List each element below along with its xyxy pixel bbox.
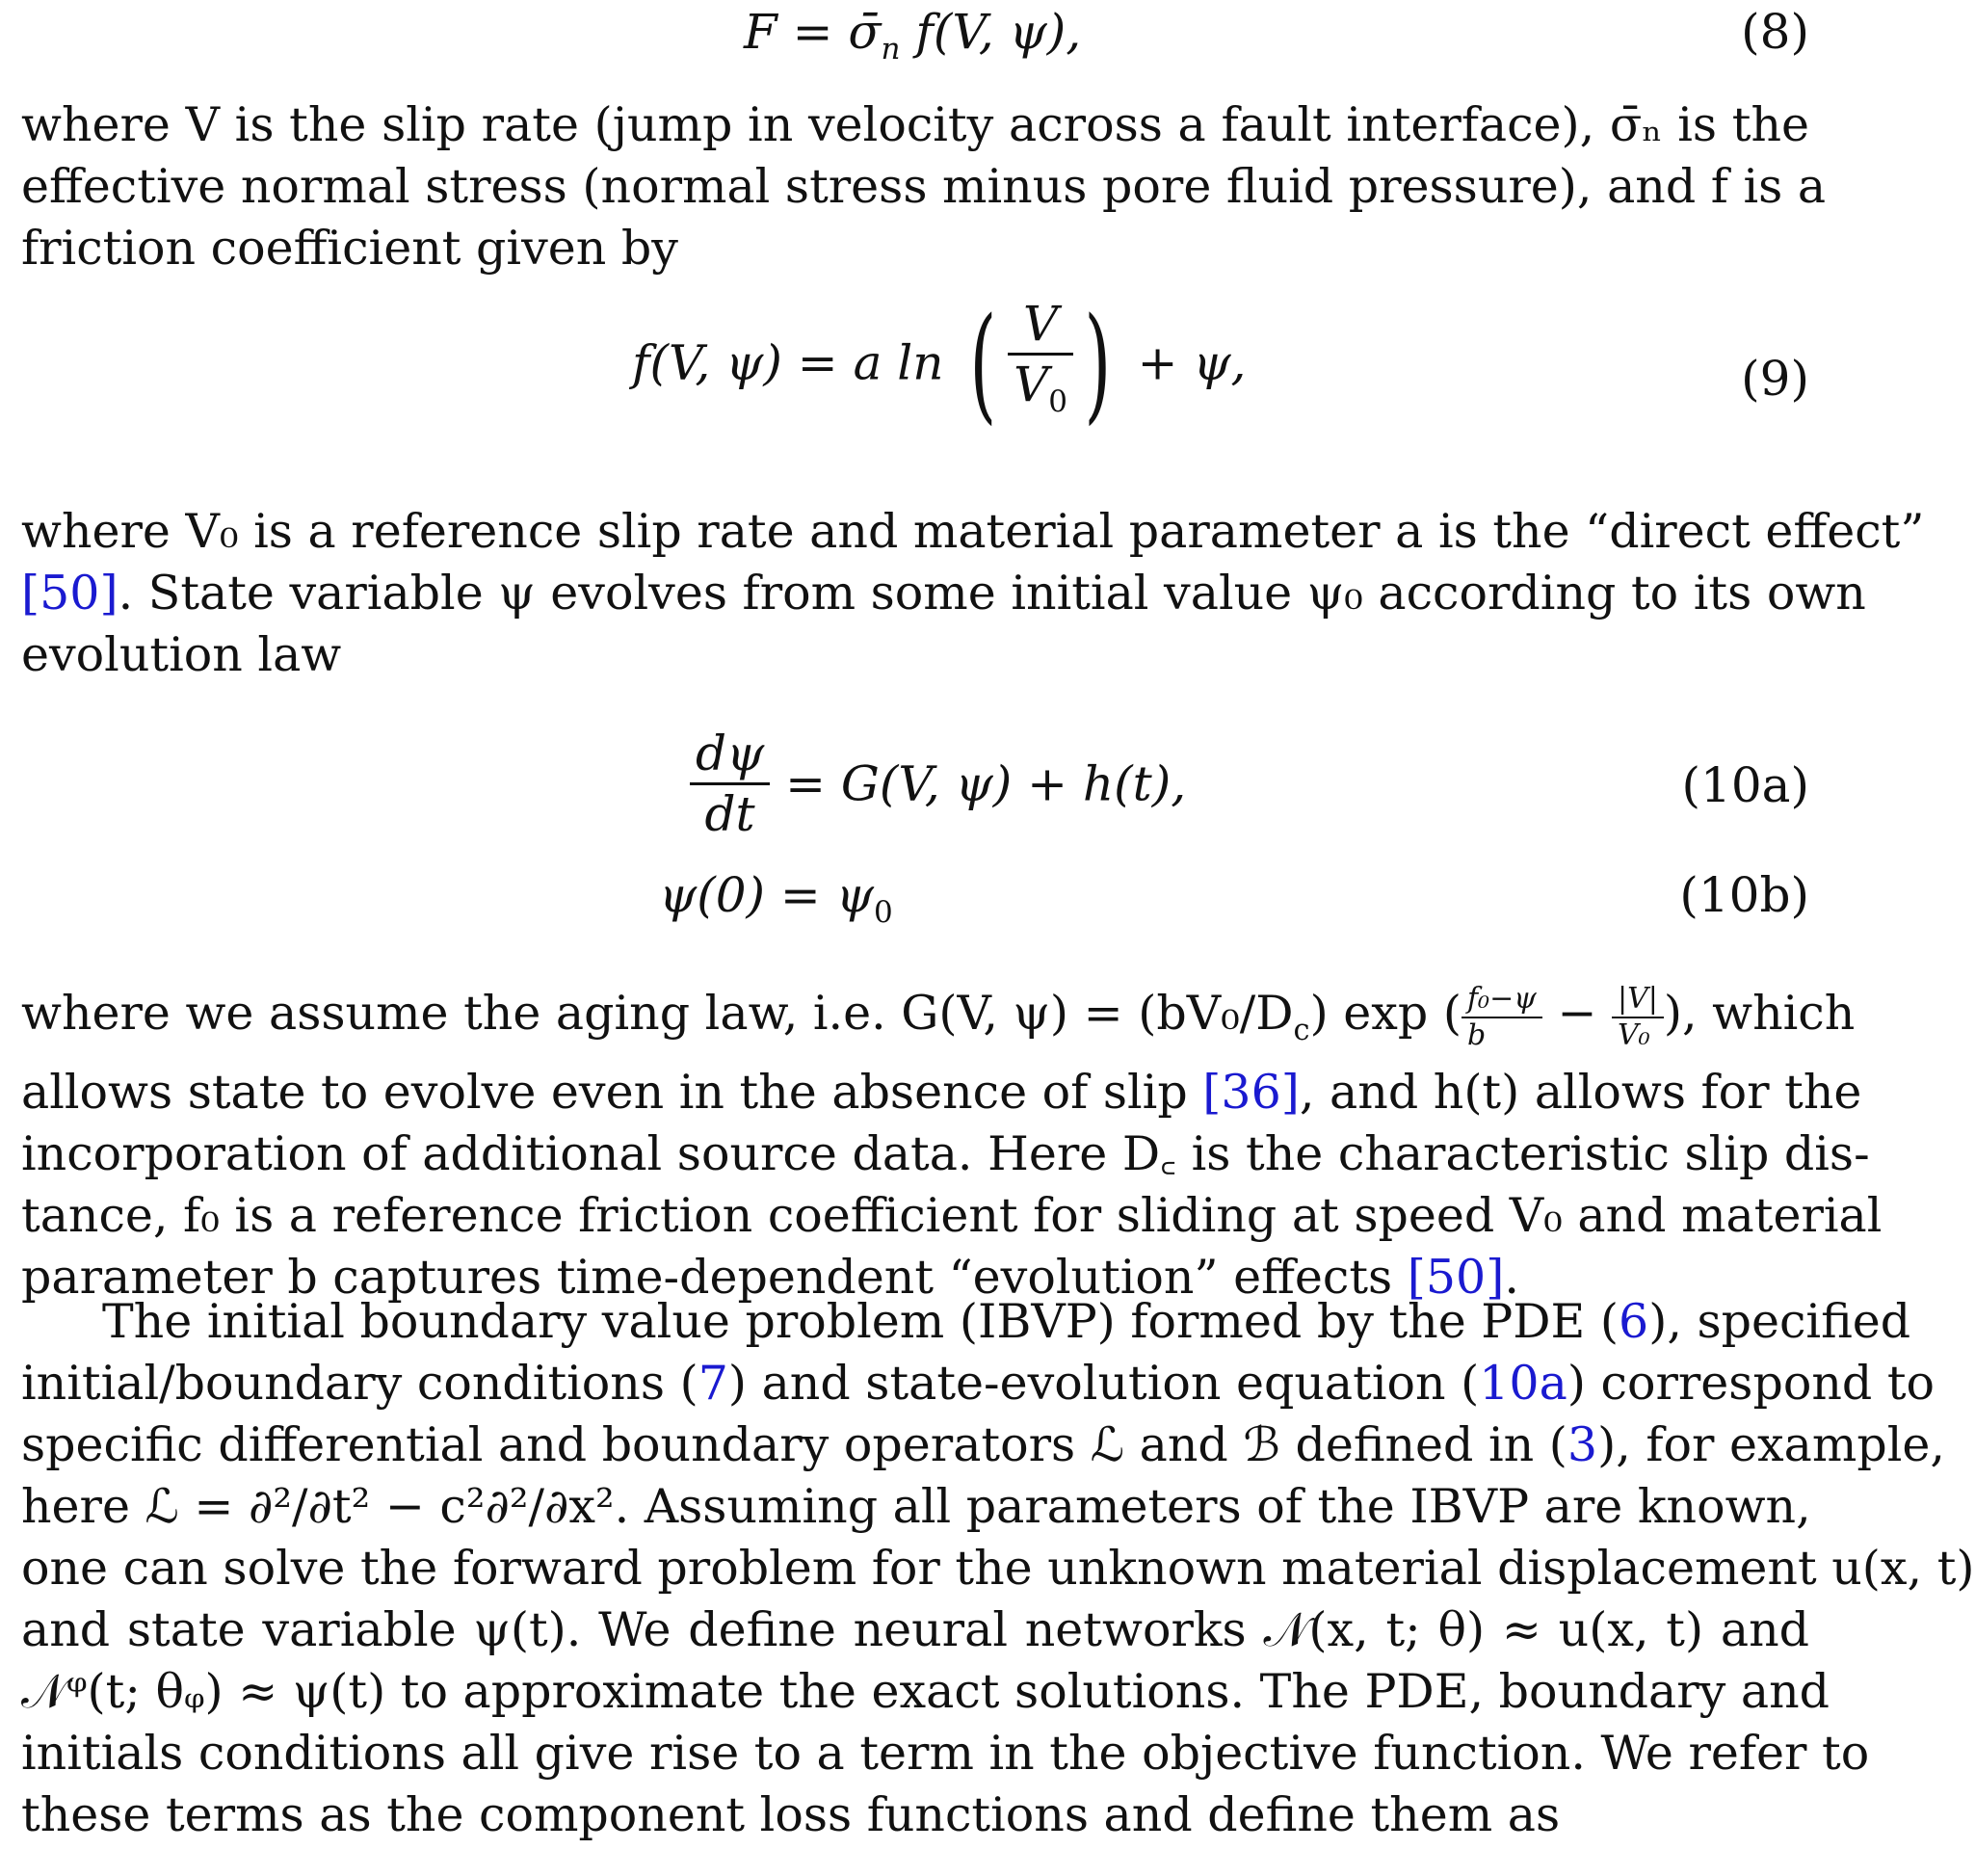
equation-ref-link[interactable]: 7 [698,1356,728,1411]
equation-10a-body: $\frac{d\psi}{dt}$ = G(V, ψ) + h(t), [690,727,1186,841]
right-paren: ) [1084,289,1112,436]
equation-10b-number: (10b) [1679,867,1809,923]
paragraph-1-line-2: effective normal stress (normal stress minus pore fluid pressure), and f is a [21,159,1827,214]
equation-10a-number: (10a) [1681,757,1809,813]
aging-law-fraction-2: $\frac{|V|}{\text{V₀}}$ [1612,984,1664,1051]
paragraph-3 [21,981,1883,1308]
paragraph-2-line-1: where V₀ is a reference slip rate and material parameter a is the “direct effect” [21,504,1925,559]
equation-9-body: f(V, ψ) = a ln ( $\frac{V}{V_0}$ ) + ψ, [632,289,1247,436]
citation-link[interactable]: [50] [21,566,118,621]
equation-ref-link[interactable]: 6 [1619,1294,1649,1349]
paragraph-4 [21,1291,1975,1846]
paragraph-4-line-3: specific differential and boundary operators ℒ and ℬ defined in (3), for example, [21,1417,1945,1472]
equation-9-fraction: $\frac{V}{V_0}$ [1008,297,1073,429]
equation-9-number: (9) [1741,351,1809,407]
paragraph-3-line-4: tance, f₀ is a reference friction coefficient for sliding at speed V₀ and material [21,1187,1883,1243]
paragraph-4-line-1: The initial boundary value problem (IBVP) formed by the PDE (6), specified [102,1294,1911,1349]
paragraph-1 [21,94,1827,279]
paragraph-4-line-8: initials conditions all give rise to a term in the objective function. We refer to [21,1726,1870,1781]
paragraph-4-line-5: one can solve the forward problem for the unknown material displacement u(x, t) [21,1541,1975,1596]
equation-ref-link[interactable]: 10a [1479,1356,1567,1411]
aging-law-fraction-1: $\frac{\text{f₀−ψ}}{b}$ [1462,984,1542,1051]
equation-10a-fraction: $\frac{d\psi}{dt}$ [690,727,770,841]
citation-link[interactable]: [50] [1407,1249,1505,1305]
equation-ref-link[interactable]: 3 [1567,1417,1598,1472]
paragraph-3-line-2: allows state to evolve even in the absence of slip [36], and h(t) allows for the [21,1064,1862,1120]
equation-8-number: (8) [1741,4,1809,60]
paragraph-4-line-6: and state variable ψ(t). We define neural networks 𝒩(x, t; θ) ≈ u(x, t) and [21,1602,1809,1657]
equation-9 [21,289,1809,439]
equation-8-body: $F = \sigmā_n$ f(V, ψ), [744,4,1082,66]
paragraph-4-line-2: initial/boundary conditions (7) and state-evolution equation (10a) correspond to [21,1356,1936,1411]
equation-8 [21,4,1809,66]
paragraph-3-line-5: parameter b captures time-dependent “evolution” effects [50]. [21,1249,1519,1305]
paragraph-2 [21,501,1925,686]
paragraph-2-line-3: evolution law [21,627,342,682]
equation-10b [21,867,1809,929]
left-paren: ( [969,289,997,436]
paragraph-3-line-3: incorporation of additional source data. Here D꜀ is the characteristic slip dis- [21,1125,1870,1181]
paragraph-4-line-9: these terms as the component loss functions and define them as [21,1787,1561,1842]
paragraph-1-line-1: where V is the slip rate (jump in velocity across a fault interface), σ̄ₙ is the [21,97,1809,152]
paragraph-4-line-7: 𝒩ᵠ(t; θᵩ) ≈ ψ(t) to approximate the exact solutions. The PDE, boundary and [21,1664,1830,1719]
equation-10b-body: $\psi(0) = \psi_0$ [659,867,893,930]
paragraph-2-line-2: [50]. State variable ψ evolves from some initial value ψ₀ according to its own [21,566,1866,621]
paragraph-1-line-3: friction coefficient given by [21,221,678,276]
equation-10a [21,727,1809,842]
paragraph-3-line-1: where we assume the aging law, i.e. G(V, $\psi) = (bV_0/D_c)$ exp ( $\frac{\text{f₀−ψ}}{b}$ − $\frac{|V|}{\text{V₀}}$ ), which [21,981,1856,1052]
citation-link[interactable]: [36] [1202,1064,1300,1120]
paragraph-4-line-4: here ℒ = ∂²/∂t² − c²∂²/∂x². Assuming all parameters of the IBVP are known, [21,1479,1811,1534]
